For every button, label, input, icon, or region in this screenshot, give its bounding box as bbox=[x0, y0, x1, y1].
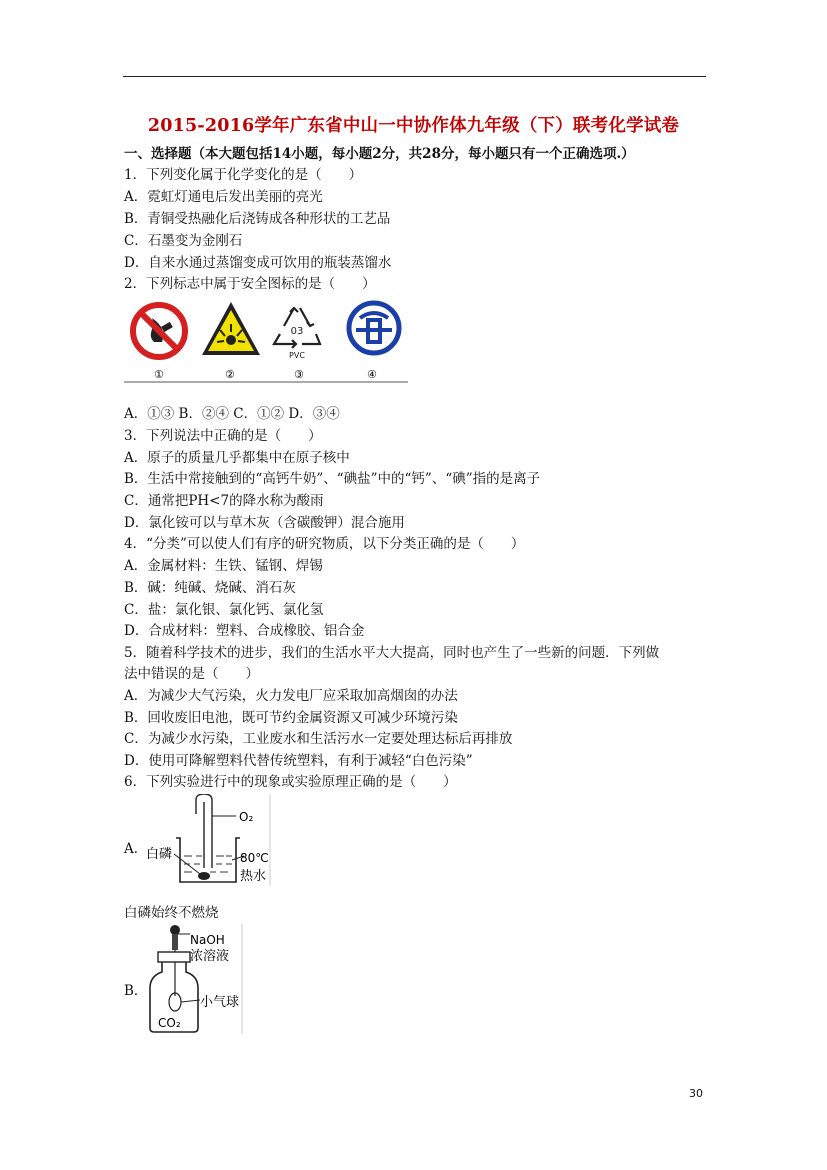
q1-option-c: C．石墨变为金刚石 bbox=[124, 233, 243, 249]
o2-label: O₂ bbox=[239, 810, 254, 824]
small-balloon-label: 小气球 bbox=[200, 995, 240, 1010]
q1-option-d: D．自来水通过蒸馏变成可饮用的瓶装蒸馏水 bbox=[124, 255, 392, 271]
q1-stem: 1．下列变化属于化学变化的是（ ） bbox=[124, 167, 363, 183]
temperature-label: 80℃ bbox=[240, 851, 269, 865]
white-phosphorus-label: 白磷 bbox=[146, 847, 173, 862]
q6-apparatus-b-figure bbox=[144, 924, 254, 1036]
sign-label-4: ④ bbox=[367, 368, 377, 381]
explosive-warning-sign-icon bbox=[202, 302, 260, 355]
hot-water-label: 热水 bbox=[240, 869, 267, 884]
q6-option-b-label: B． bbox=[124, 983, 148, 999]
sign-label-2: ② bbox=[225, 368, 235, 381]
q5-option-d: D．使用可降解塑料代替传统塑料，有利于减轻“白色污染” bbox=[124, 753, 473, 769]
q2-safety-signs-figure bbox=[124, 298, 408, 384]
q6-stem: 6．下列实验进行中的现象或实验原理正确的是（ ） bbox=[124, 774, 457, 790]
co2-label: CO₂ bbox=[158, 1016, 181, 1030]
q1-option-b: B．青铜受热融化后浇铸成各种形状的工艺品 bbox=[124, 211, 391, 227]
page-title: 2015-2016学年广东省中山一中协作体九年级（下）联考化学试卷 bbox=[147, 116, 680, 136]
q6-apparatus-a-figure bbox=[144, 794, 274, 888]
header-rule bbox=[123, 76, 706, 77]
q5-option-a: A．为减少大气污染，火力发电厂应采取加高烟囱的办法 bbox=[124, 688, 458, 704]
recycle-text: PVC bbox=[289, 351, 305, 360]
section-heading: 一、选择题（本大题包括14小题，每小题2分，共28分，每小题只有一个正确选项.） bbox=[124, 146, 635, 162]
page-number: 30 bbox=[689, 1087, 703, 1100]
q3-option-b: B．生活中常接触到的“高钙牛奶”、“碘盐”中的“钙”、“碘”指的是离子 bbox=[124, 471, 541, 487]
q3-option-d: D．氯化铵可以与草木灰（含碳酸钾）混合施用 bbox=[124, 515, 405, 531]
sign-label-1: ① bbox=[154, 368, 164, 381]
q6-option-a-caption: 白磷始终不燃烧 bbox=[124, 905, 219, 921]
q1-option-a: A．霓虹灯通电后发出美丽的亮光 bbox=[124, 189, 323, 205]
q2-stem: 2．下列标志中属于安全图标的是（ ） bbox=[124, 276, 376, 292]
q4-stem: 4．“分类”可以使人们有序的研究物质，以下分类正确的是（ ） bbox=[124, 536, 525, 552]
q5-option-b: B．回收废旧电池，既可节约金属资源又可减少环境污染 bbox=[124, 710, 458, 726]
concentrated-solution-label: 浓溶液 bbox=[190, 949, 230, 964]
q4-option-c: C．盐：氯化银、氯化钙、氯化氢 bbox=[124, 602, 324, 618]
q4-option-d: D．合成材料：塑料、合成橡胶、铝合金 bbox=[124, 623, 365, 639]
q5-stem-line1: 5．随着科学技术的进步，我们的生活水平大大提高，同时也产生了一些新的问题．下列做 bbox=[124, 645, 660, 661]
sign-label-3: ③ bbox=[294, 368, 304, 381]
recycle-pvc-sign-icon bbox=[274, 308, 320, 360]
q3-option-c: C．通常把PH<7的降水称为酸雨 bbox=[124, 493, 324, 509]
q5-option-c: C．为减少水污染，工业废水和生活污水一定要处理达标后再排放 bbox=[124, 731, 513, 747]
no-fire-sign-icon bbox=[133, 305, 185, 357]
q3-option-a: A．原子的质量几乎都集中在原子核中 bbox=[124, 450, 350, 466]
water-saving-sign-icon bbox=[349, 303, 399, 353]
q4-option-b: B．碱：纯碱、烧碱、消石灰 bbox=[124, 580, 296, 596]
q2-options: A．①③ B．②④ C．①② D．③④ bbox=[124, 406, 340, 422]
q3-stem: 3．下列说法中正确的是（ ） bbox=[124, 428, 322, 444]
white-phosphorus-icon bbox=[198, 872, 210, 880]
q4-option-a: A．金属材料：生铁、锰钢、焊锡 bbox=[124, 558, 323, 574]
recycle-code: 03 bbox=[290, 326, 304, 337]
q5-stem-line2: 法中错误的是（ ） bbox=[124, 666, 259, 682]
naoh-label: NaOH bbox=[190, 933, 225, 947]
q6-option-a-label: A． bbox=[124, 841, 148, 857]
